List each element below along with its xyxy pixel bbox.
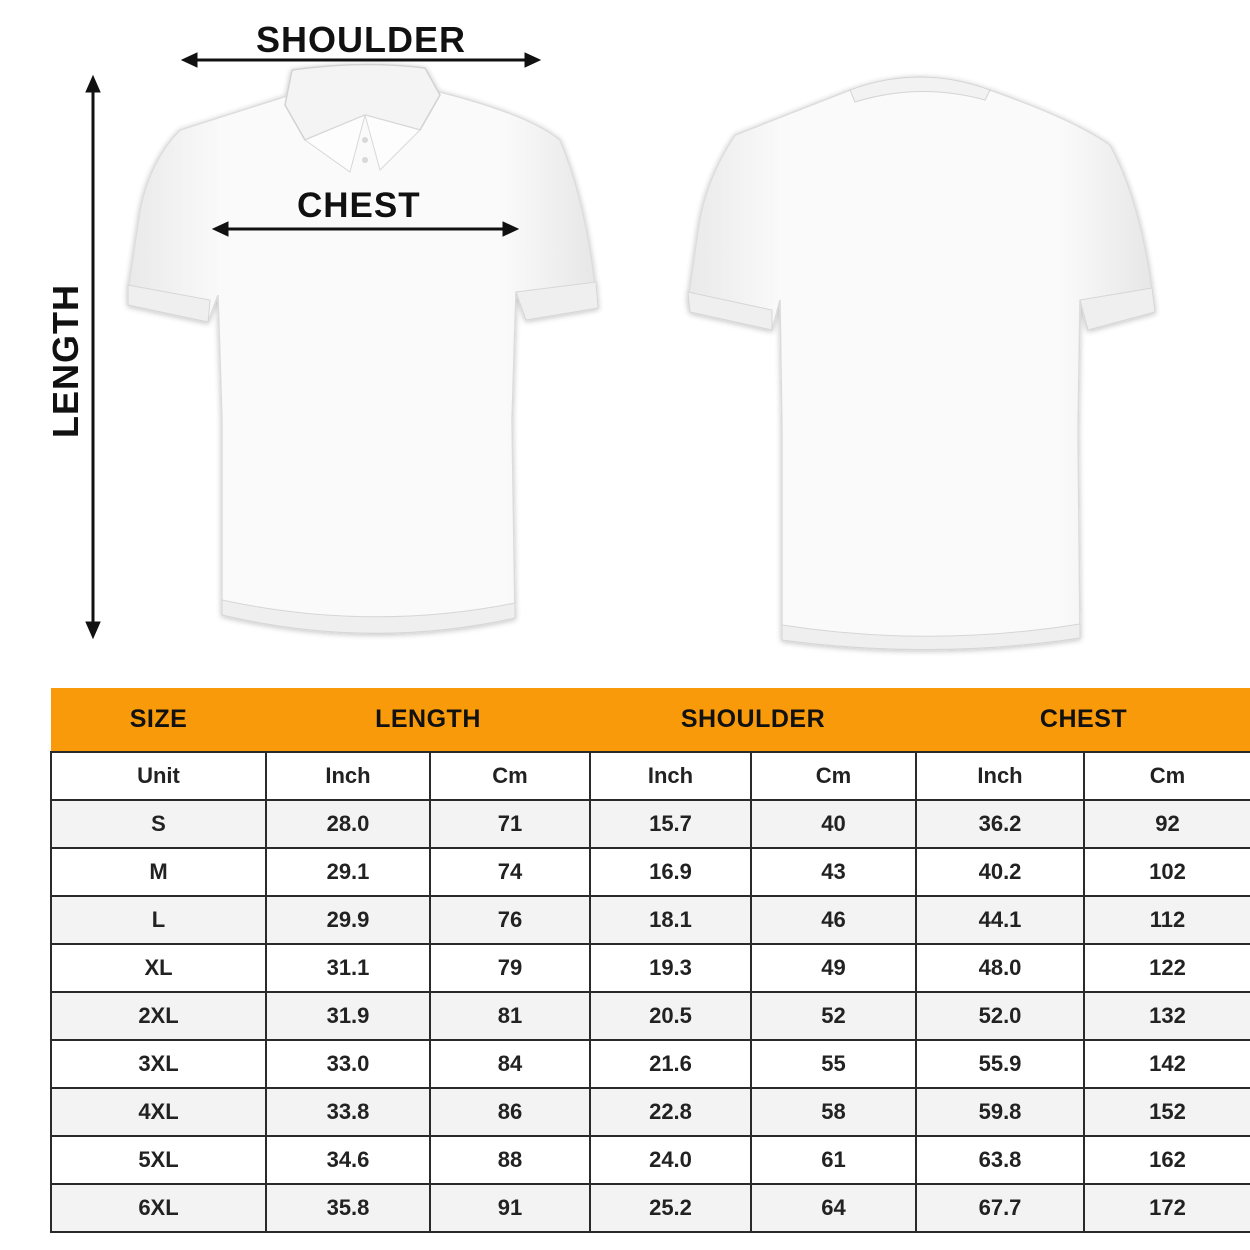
value-cell: 52: [751, 992, 916, 1040]
value-cell: 43: [751, 848, 916, 896]
value-cell: 64: [751, 1184, 916, 1232]
value-cell: 63.8: [916, 1136, 1084, 1184]
size-cell: S: [51, 800, 266, 848]
size-chart-table: [50, 688, 1250, 1233]
table-row: [51, 1040, 1250, 1088]
back-shirt: [688, 77, 1155, 650]
table-row: [51, 1184, 1250, 1232]
table-row: [51, 944, 1250, 992]
unit-cell: Cm: [1084, 752, 1250, 800]
value-cell: 81: [430, 992, 590, 1040]
value-cell: 132: [1084, 992, 1250, 1040]
header-shoulder: SHOULDER: [590, 688, 916, 752]
length-arrow: [86, 76, 100, 638]
value-cell: 84: [430, 1040, 590, 1088]
chest-label: CHEST: [297, 186, 421, 225]
table-row: [51, 848, 1250, 896]
size-cell: M: [51, 848, 266, 896]
unit-cell: Inch: [916, 752, 1084, 800]
table-row: [51, 1136, 1250, 1184]
unit-cell: Cm: [430, 752, 590, 800]
value-cell: 29.1: [266, 848, 430, 896]
value-cell: 142: [1084, 1040, 1250, 1088]
size-cell: 3XL: [51, 1040, 266, 1088]
value-cell: 48.0: [916, 944, 1084, 992]
value-cell: 59.8: [916, 1088, 1084, 1136]
value-cell: 74: [430, 848, 590, 896]
value-cell: 44.1: [916, 896, 1084, 944]
value-cell: 20.5: [590, 992, 751, 1040]
value-cell: 86: [430, 1088, 590, 1136]
value-cell: 76: [430, 896, 590, 944]
unit-cell: Unit: [51, 752, 266, 800]
value-cell: 152: [1084, 1088, 1250, 1136]
value-cell: 55: [751, 1040, 916, 1088]
table-row: [51, 1088, 1250, 1136]
value-cell: 71: [430, 800, 590, 848]
value-cell: 31.1: [266, 944, 430, 992]
value-cell: 24.0: [590, 1136, 751, 1184]
table-row: [51, 992, 1250, 1040]
unit-cell: Inch: [590, 752, 751, 800]
value-cell: 15.7: [590, 800, 751, 848]
header-size: SIZE: [51, 688, 266, 752]
value-cell: 31.9: [266, 992, 430, 1040]
value-cell: 92: [1084, 800, 1250, 848]
value-cell: 91: [430, 1184, 590, 1232]
size-cell: 4XL: [51, 1088, 266, 1136]
value-cell: 55.9: [916, 1040, 1084, 1088]
table-row: [51, 800, 1250, 848]
size-cell: 5XL: [51, 1136, 266, 1184]
size-cell: 2XL: [51, 992, 266, 1040]
value-cell: 52.0: [916, 992, 1084, 1040]
value-cell: 34.6: [266, 1136, 430, 1184]
value-cell: 19.3: [590, 944, 751, 992]
value-cell: 21.6: [590, 1040, 751, 1088]
value-cell: 122: [1084, 944, 1250, 992]
value-cell: 172: [1084, 1184, 1250, 1232]
value-cell: 46: [751, 896, 916, 944]
value-cell: 16.9: [590, 848, 751, 896]
front-shirt: [128, 64, 598, 633]
value-cell: 28.0: [266, 800, 430, 848]
size-cell: 6XL: [51, 1184, 266, 1232]
value-cell: 33.0: [266, 1040, 430, 1088]
value-cell: 79: [430, 944, 590, 992]
value-cell: 35.8: [266, 1184, 430, 1232]
unit-cell: Cm: [751, 752, 916, 800]
value-cell: 67.7: [916, 1184, 1084, 1232]
header-chest: CHEST: [916, 688, 1250, 752]
value-cell: 29.9: [266, 896, 430, 944]
units-row: [51, 752, 1250, 800]
length-label: LENGTH: [45, 284, 86, 438]
value-cell: 18.1: [590, 896, 751, 944]
value-cell: 162: [1084, 1136, 1250, 1184]
value-cell: 61: [751, 1136, 916, 1184]
value-cell: 112: [1084, 896, 1250, 944]
value-cell: 25.2: [590, 1184, 751, 1232]
shoulder-label: SHOULDER: [256, 19, 467, 60]
header-length: LENGTH: [266, 688, 590, 752]
value-cell: 49: [751, 944, 916, 992]
value-cell: 40.2: [916, 848, 1084, 896]
value-cell: 36.2: [916, 800, 1084, 848]
value-cell: 40: [751, 800, 916, 848]
value-cell: 33.8: [266, 1088, 430, 1136]
size-cell: L: [51, 896, 266, 944]
value-cell: 22.8: [590, 1088, 751, 1136]
table-row: [51, 896, 1250, 944]
unit-cell: Inch: [266, 752, 430, 800]
table-header-row: [51, 688, 1250, 752]
size-cell: XL: [51, 944, 266, 992]
value-cell: 58: [751, 1088, 916, 1136]
value-cell: 102: [1084, 848, 1250, 896]
value-cell: 88: [430, 1136, 590, 1184]
